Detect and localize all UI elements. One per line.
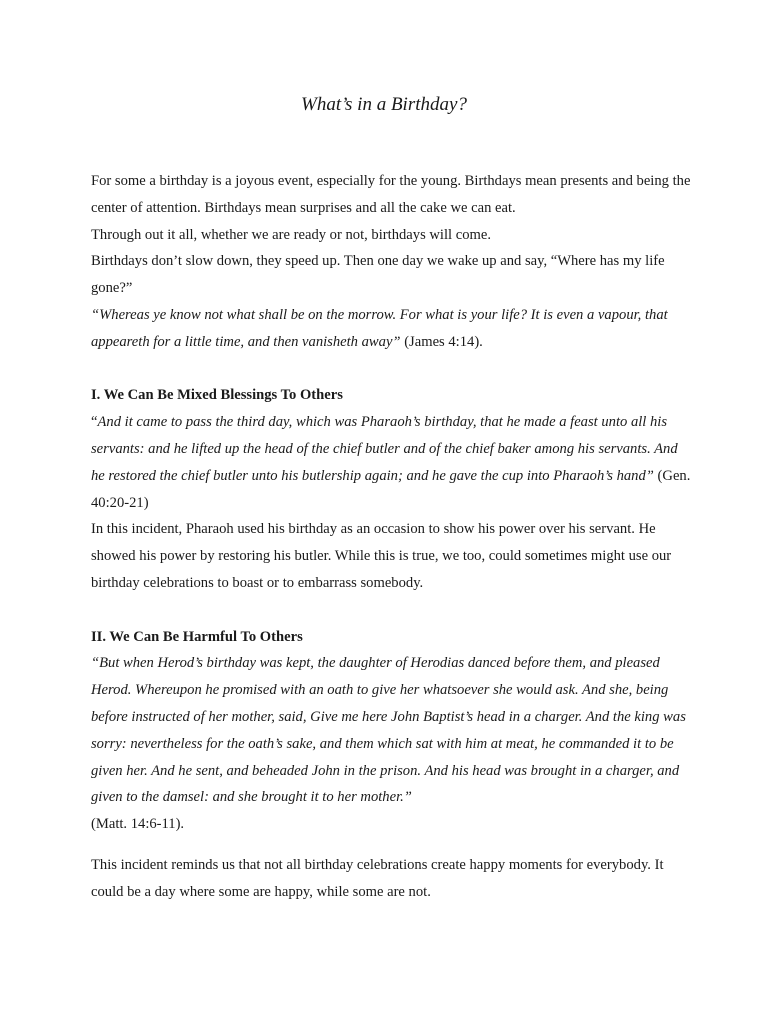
intro-paragraph-3: Birthdays don’t slow down, they speed up. Then one day we wake up and say, “Where has my life gone?”	[91, 253, 665, 297]
section-2-heading: II. We Can Be Harmful To Others	[91, 628, 303, 645]
section-1-quote: And it came to pass the third day, which was Pharaoh’s birthday, that he made a feast unto all his servants: and he lifted up the head of the chief butler and of the chief baker among his servants. And he restored the chief butler unto his butlership again; and he gave the cup into Pharaoh’s hand”	[91, 414, 678, 484]
intro-paragraph-1: For some a birthday is a joyous event, especially for the young. Birthdays mean presents and being the center of attention. Birthdays mean surprises and all the cake we can eat.	[91, 173, 691, 216]
section-1-quote-open: “	[91, 414, 98, 431]
section-1-paragraph: In this incident, Pharaoh used his birthday as an occasion to show his power over his servant. He showed his power by restoring his butler. While this is true, we too, could sometimes might use our birthday celebrations to boast or to embarrass somebody.	[91, 521, 672, 591]
spacer	[91, 356, 691, 383]
intro-quote-reference: (James 4:14).	[400, 333, 483, 350]
intro-quote: “Whereas ye know not what shall be on the morrow. For what is your life? It is even a vapour, that appeareth for a little time, and then vanisheth away”	[91, 306, 668, 350]
spacer	[91, 838, 691, 852]
section-1-quote-reference: (Gen. 40:20-21)	[91, 467, 691, 511]
section-1-heading: I. We Can Be Mixed Blessings To Others	[91, 387, 343, 404]
section-1-scripture	[91, 409, 691, 516]
section-2-quote: “But when Herod’s birthday was kept, the daughter of Herodias danced before them, and pleased Herod. Whereupon he promised with an oath to give her whatsoever she would ask. And she, being before instructed of her mother, said, Give me here John Baptist’s head in a charger. And the king was sorry: nevertheless for the oath’s sake, and them which sat with him at meat, he commanded it to be given her. And he sent, and beheaded John in the prison. And his head was brought in a charger, and given to the damsel: and she brought it to her mother.”	[91, 655, 686, 806]
section-2-quote-reference: (Matt. 14:6-11).	[91, 816, 185, 833]
section-2-paragraph: This incident reminds us that not all birthday celebrations create happy moments for everybody. It could be a day where some are happy, while some are not.	[91, 856, 664, 900]
spacer	[91, 597, 691, 624]
intro-scripture	[91, 302, 691, 356]
intro-paragraph-2: Through out it all, whether we are ready or not, birthdays will come.	[91, 226, 491, 243]
document-body	[91, 168, 691, 906]
document-title: What’s in a Birthday?	[301, 94, 467, 115]
